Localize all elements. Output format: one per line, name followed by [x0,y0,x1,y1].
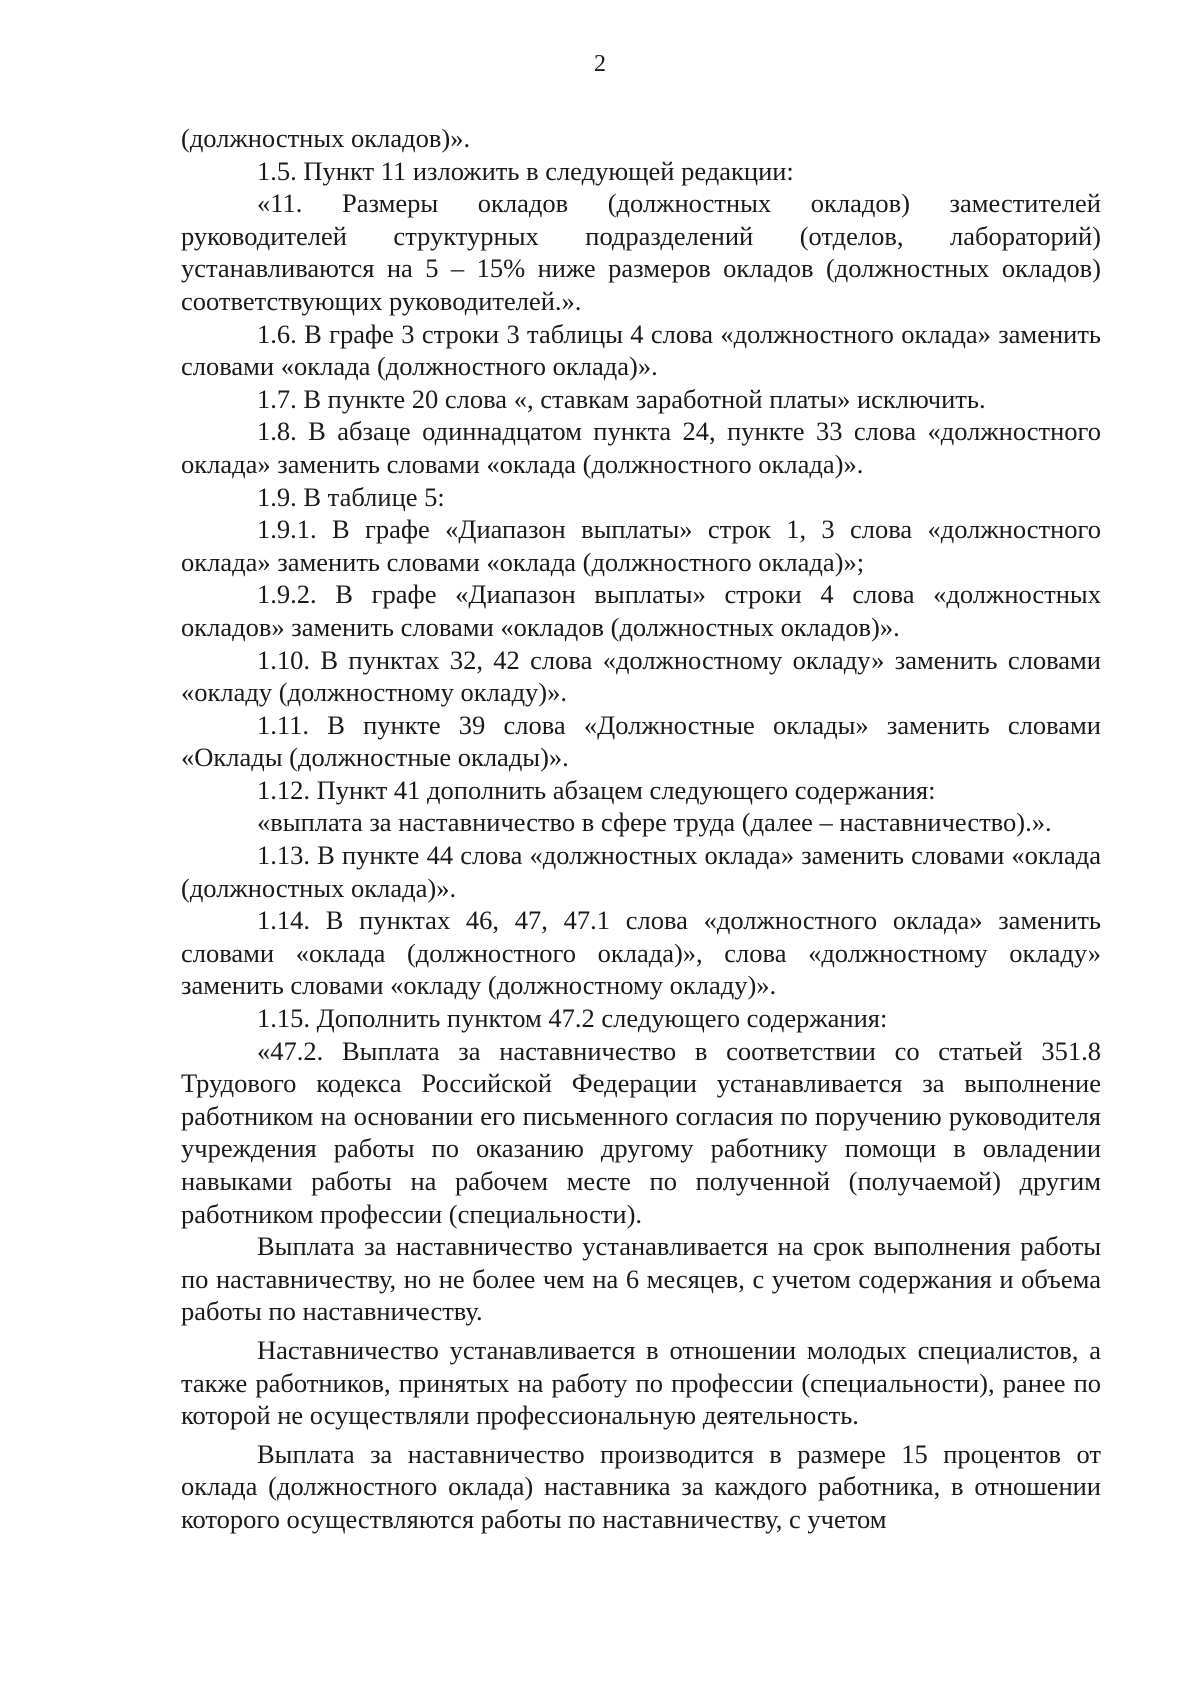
paragraph-mentorship-scope: Наставничество устанавливается в отношении молодых специалистов, а также работников, принятых на работу по профессии (специальности), ранее по которой не осуществляли профессиональную деятельность. [181,1334,1101,1431]
page-number: 2 [594,51,606,77]
paragraph-1-15: 1.15. Дополнить пунктом 47.2 следующего содержания: [257,1003,888,1034]
document-body [181,122,1101,1536]
paragraph-1-12-quote: «выплата за наставничество в сфере труда (далее – наставничество).». [257,807,1052,838]
paragraph-mentorship-amount: Выплата за наставничество производится в размере 15 процентов от оклада (должностного оклада) наставника за каждого работника, в отношении которого осуществляются работы по наставничеству, с учетом [181,1438,1101,1534]
paragraph-1-7: 1.7. В пункте 20 слова «, ставкам заработной платы» исключить. [257,383,986,414]
paragraph-1-12: 1.12. Пункт 41 дополнить абзацем следующего содержания: [257,774,936,805]
paragraph-1-9-2: 1.9.2. В графе «Диапазон выплаты» строки 4 слова «должностных окладов» заменить словами «окладов (должностных окладов)». [181,579,1101,642]
paragraph-1-11: 1.11. В пункте 39 слова «Должностные оклады» заменить словами «Оклады (должностные оклады)». [181,709,1101,773]
paragraph-mentorship-term: Выплата за наставничество устанавливается на срок выполнения работы по наставничеству, но не более чем на 6 месяцев, с учетом содержания и объема работы по наставничеству. [181,1231,1101,1327]
paragraph-1-8: 1.8. В абзаце одиннадцатом пункта 24, пункте 33 слова «должностного оклада» заменить словами «оклада (должностного оклада)». [181,416,1101,479]
paragraph-1-9-1: 1.9.1. В графе «Диапазон выплаты» строк 1, 3 слова «должностного оклада» заменить словами «оклада (должностного оклада)»; [181,514,1101,577]
paragraph-1-5: 1.5. Пункт 11 изложить в следующей редакции: [257,155,794,186]
paragraph-continuation: (должностных окладов)». [181,123,471,153]
paragraph-1-14: 1.14. В пунктах 46, 47, 47.1 слова «должностного оклада» заменить словами «оклада (должностного оклада)», слова «должностному окладу» заменить словами «окладу (должностному окладу)». [181,905,1101,1001]
paragraph-1-5-quote: «11. Размеры окладов (должностных окладов) заместителей руководителей структурных подразделений (отделов, лабораторий) устанавливаются на 5 – 15% ниже размеров окладов (должностных окладов) соответствующих руководителей.». [181,188,1101,316]
paragraph-1-13: 1.13. В пункте 44 слова «должностных оклада» заменить словами «оклада (должностных оклада)». [181,840,1101,903]
paragraph-1-9: 1.9. В таблице 5: [257,481,445,512]
paragraph-1-6: 1.6. В графе 3 строки 3 таблицы 4 слова «должностного оклада» заменить словами «оклада (должностного оклада)». [181,318,1101,382]
paragraph-47-2: «47.2. Выплата за наставничество в соответствии со статьей 351.8 Трудового кодекса Российской Федерации устанавливается за выполнение работником на основании его письменного согласия по поручению руководителя учреждения работы по оказанию другому работнику помощи в овладении навыками работы на рабочем месте по полученной (получаемой) другим работником профессии (специальности). [181,1035,1101,1229]
paragraph-1-10: 1.10. В пунктах 32, 42 слова «должностному окладу» заменить словами «окладу (должностному окладу)». [181,644,1101,708]
